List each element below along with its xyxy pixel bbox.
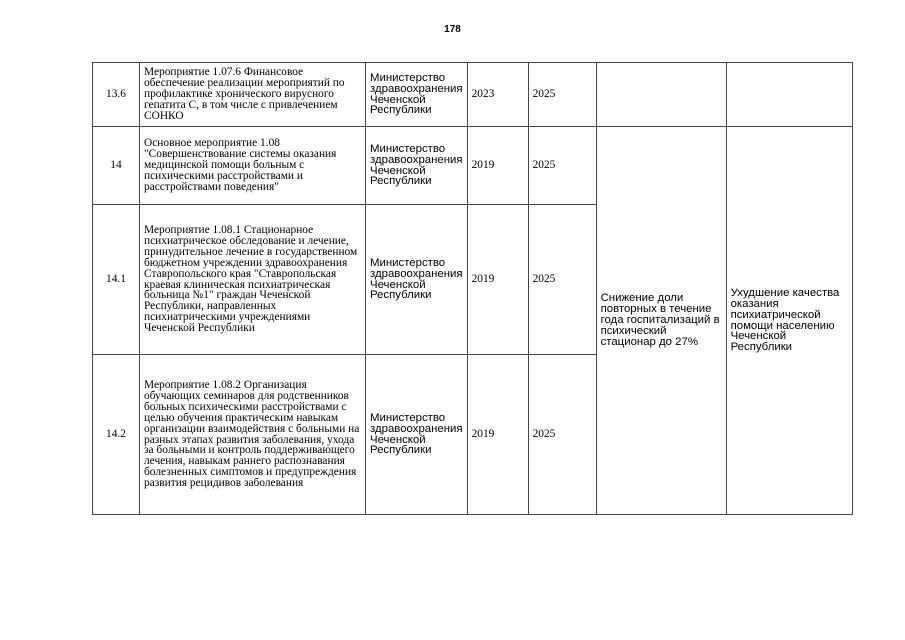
executor: Министерство здравоохранения Чеченской Республики [366, 205, 468, 355]
expected-result: Снижение доли повторных в течение года госпитализаций в психический стационар до 27% [596, 127, 726, 515]
end-year: 2025 [528, 355, 596, 515]
activity-description: Основное мероприятие 1.08 "Совершенствование системы оказания медицинской помощи больным с психическими расстройствами и расстройствами поведения" [140, 127, 366, 205]
start-year: 2023 [467, 63, 528, 127]
end-year: 2025 [528, 63, 596, 127]
executor: Министерство здравоохранения Чеченской Республики [366, 63, 468, 127]
consequence: Ухудшение качества оказания психиатрической помощи населению Чеченской Республики [726, 127, 852, 515]
consequence-empty [726, 63, 852, 127]
start-year: 2019 [467, 127, 528, 205]
row-number: 14.1 [93, 205, 140, 355]
row-number: 14 [93, 127, 140, 205]
table-row [93, 127, 853, 205]
activity-description: Мероприятие 1.08.1 Стационарное психиатрическое обследование и лечение, принудительное лечение в государственном бюджетном учреждении здравоохранения Ставропольского края "Ставропольская краевая клиническая психиатрическая больница №1" граждан Чеченской Республики, направленных психиатрическими учреждениями Чеченской Республики [140, 205, 366, 355]
expected-result-empty [596, 63, 726, 127]
table-row [93, 63, 853, 127]
row-number: 14.2 [93, 355, 140, 515]
activity-description: Мероприятие 1.08.2 Организация обучающих семинаров для родственников больных психическими расстройствами с целью обучения практическим навыкам организации взаимодействия с больными на разных этапах развития заболевания, ухода за больными и контроль поддерживающего лечения, навыкам раннего распознавания болезненных симптомов и предупреждения развития рецидивов заболевания [140, 355, 366, 515]
activity-description: Мероприятие 1.07.6 Финансовое обеспечение реализации мероприятий по профилактике хронического вирусного гепатита С, в том числе с привлечением СОНКО [140, 63, 366, 127]
page-number: 178 [444, 24, 461, 35]
start-year: 2019 [467, 205, 528, 355]
end-year: 2025 [528, 205, 596, 355]
executor: Министерство здравоохранения Чеченской Республики [366, 127, 468, 205]
row-number: 13.6 [93, 63, 140, 127]
end-year: 2025 [528, 127, 596, 205]
start-year: 2019 [467, 355, 528, 515]
program-activities-table [92, 62, 853, 515]
executor: Министерство здравоохранения Чеченской Республики [366, 355, 468, 515]
